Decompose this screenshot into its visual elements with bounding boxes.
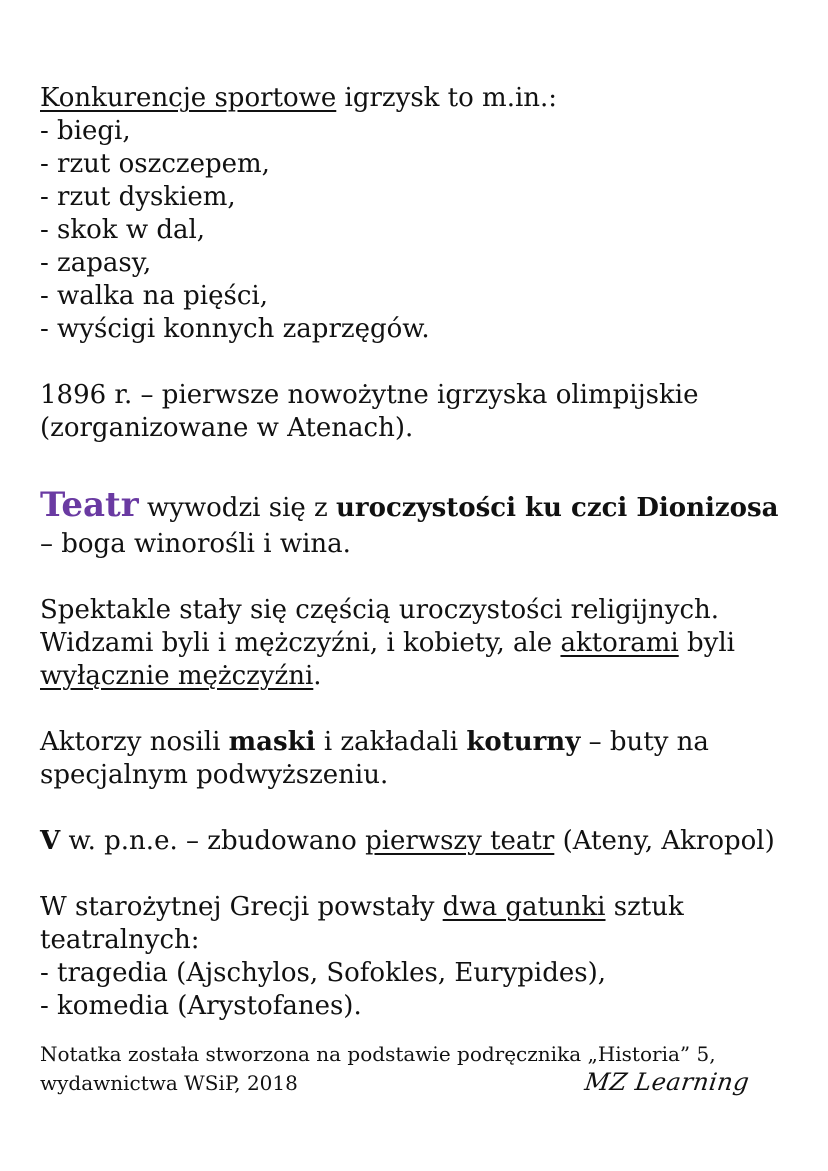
list-item: - zapasy, — [40, 248, 152, 278]
genres-text-b: sztuk — [605, 892, 684, 922]
first-theatre-text-b: (Ateny, Akropol) — [554, 826, 775, 856]
list-item: - biegi, — [40, 116, 131, 146]
list-item: - skok w dal, — [40, 215, 206, 245]
olympics-line-1: 1896 r. – pierwsze nowożytne igrzyska olimpijskie — [40, 380, 699, 410]
theatre-origin-mid: wywodzi się z — [138, 493, 336, 523]
list-item: - walka na pięści, — [40, 281, 268, 311]
only-men-underlined: wyłącznie mężczyźni — [40, 661, 314, 691]
spectacles-line-2-b: byli — [678, 628, 735, 658]
list-item: - rzut dyskiem, — [40, 182, 236, 212]
first-theatre-text-a: w. p.n.e. – zbudowano — [60, 826, 366, 856]
olympics-line-2: (zorganizowane w Atenach). — [40, 413, 414, 443]
koturny-bold: koturny — [466, 727, 581, 757]
masks-text-c: i zakładali — [315, 727, 467, 757]
theatre-origin-line — [40, 485, 820, 528]
theatre-origin-bold: uroczystości ku czci Dionizosa — [336, 493, 779, 523]
sports-heading-underlined: Konkurencje sportowe — [40, 83, 337, 113]
genres-line-1 — [40, 891, 820, 924]
theatre-title: Teatr — [40, 485, 139, 525]
spectacles-line-2 — [40, 627, 820, 660]
footer-line-2: wydawnictwa WSiP, 2018 — [40, 1071, 298, 1095]
note-content — [40, 82, 820, 1023]
list-item: - tragedia (Ajschylos, Sofokles, Eurypides), — [40, 958, 606, 988]
signature-logo: MZ Learning — [583, 1068, 752, 1096]
footer-line-1: Notatka została stworzona na podstawie podręcznika „Historia” 5, — [40, 1042, 716, 1066]
spectacles-line-3 — [40, 660, 820, 693]
list-item: - komedia (Arystofanes). — [40, 991, 362, 1021]
theatre-origin-line-2: – boga winorośli i wina. — [40, 529, 351, 559]
genres-underlined: dwa gatunki — [442, 892, 606, 922]
first-theatre-line — [40, 825, 820, 858]
masks-bold: maski — [228, 727, 316, 757]
genres-line-2: teatralnych: — [40, 925, 200, 955]
list-item: - wyścigi konnych zaprzęgów. — [40, 314, 430, 344]
spectacles-line-3-b: . — [313, 661, 322, 691]
spectacles-line-1: Spektakle stały się częścią uroczystości religijnych. — [40, 595, 720, 625]
spectacles-line-2-a: Widzami byli i mężczyźni, i kobiety, ale — [40, 628, 561, 658]
masks-line-1 — [40, 726, 820, 759]
actors-underlined: aktorami — [560, 628, 679, 658]
genres-text-a: W starożytnej Grecji powstały — [40, 892, 443, 922]
list-item: - rzut oszczepem, — [40, 149, 270, 179]
sports-heading — [40, 82, 820, 115]
masks-line-2: specjalnym podwyższeniu. — [40, 760, 389, 790]
century-bold: V — [40, 826, 61, 856]
masks-text-d: – buty na — [580, 727, 709, 757]
first-theatre-underlined: pierwszy teatr — [365, 826, 555, 856]
sports-heading-rest: igrzysk to m.in.: — [336, 83, 558, 113]
masks-text-a: Aktorzy nosili — [40, 727, 229, 757]
